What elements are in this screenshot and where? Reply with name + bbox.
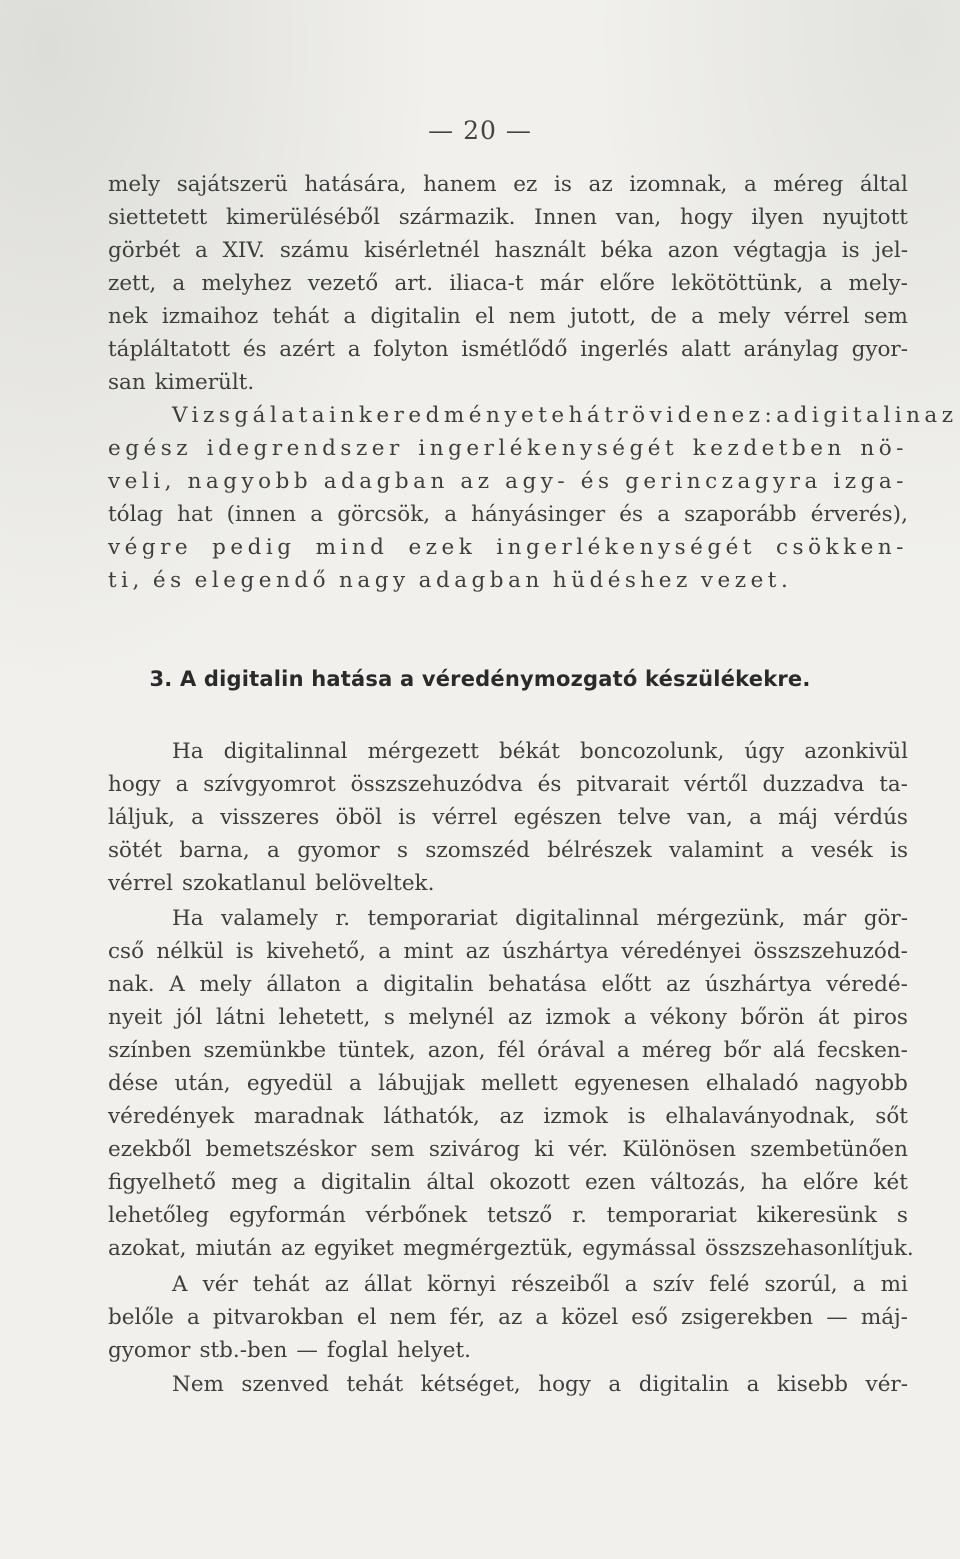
- text-line: san kimerült.: [108, 370, 255, 395]
- text-line: A vér tehát az állat környi részeiből a szív felé szorúl, a mi: [172, 1272, 908, 1297]
- paragraph-3: [108, 735, 908, 900]
- text-line: ti, és elegendő nagy adagban hüdéshez vezet.: [108, 568, 793, 593]
- text-line: dése után, egyedül a lábujjak mellett egyenesen elhaladó nagyobb: [108, 1071, 908, 1096]
- text-line: láljuk, a visszeres öböl is vérrel egészen telve van, a máj vérdús: [108, 805, 908, 830]
- text-line: lehetőleg egyformán vérbőnek tetsző r. temporariat kikeresünk s: [108, 1203, 908, 1228]
- paragraph-4: [108, 902, 914, 1265]
- text-line: végre pedig mind ezek ingerlékenységét csökken-: [108, 535, 908, 560]
- text-line: azokat, miután az egyiket megmérgeztük, egymással összszehasonlítjuk.: [108, 1236, 914, 1261]
- paragraph-6: [108, 1368, 908, 1401]
- text-line: Ha digitalinnal mérgezett békát boncozolunk, úgy azonkivül: [172, 739, 908, 764]
- paragraph-2: [108, 399, 958, 597]
- text-line: Nem szenved tehát kétséget, hogy a digitalin a kisebb vér-: [172, 1372, 908, 1397]
- paragraph-5: [108, 1268, 908, 1367]
- text-line: zett, a melyhez vezető art. iliaca-t már előre lekötöttünk, a mely-: [108, 271, 908, 296]
- text-line: Ha valamely r. temporariat digitalinnal mérgezünk, már gör-: [172, 906, 908, 931]
- text-line: hogy a szívgyomrot összszehuzódva és pitvarait vértől duzzadva ta-: [108, 772, 908, 797]
- text-line: sötét barna, a gyomor s szomszéd bélrészek valamint a vesék is: [108, 838, 908, 863]
- text-line: ezekből bemetszéskor sem szivárog ki vér. Különösen szembetünően: [108, 1137, 908, 1162]
- text-line: nek izmaihoz tehát a digitalin el nem jutott, de a mely vérrel sem: [108, 304, 908, 329]
- text-line: veli, nagyobb adagban az agy- és gerinczagyra izga-: [108, 469, 908, 494]
- text-line: mely sajátszerü hatására, hanem ez is az izomnak, a méreg által: [108, 172, 908, 197]
- text-line: siettetett kimerüléséből származik. Innen van, hogy ilyen nyujtott: [108, 205, 908, 230]
- text-line: tápláltatott és azért a folyton ismétlődő ingerlés alatt aránylag gyor-: [108, 337, 908, 362]
- text-line: színben szemünkbe tüntek, azon, fél órával a méreg bőr alá fecsken-: [108, 1038, 908, 1063]
- text-line: nak. A mely állaton a digitalin behatása előtt az úszhártya véredé-: [108, 972, 908, 997]
- text-line: cső nélkül is kivehető, a mint az úszhártya véredényei összszehuzód-: [108, 939, 908, 964]
- text-line: véredények maradnak láthatók, az izmok is elhalaványodnak, sőt: [108, 1104, 908, 1129]
- text-line: nyeit jól látni lehetett, s melynél az izmok a vékony bőrön át piros: [108, 1005, 908, 1030]
- text-line: tólag hat (innen a görcsök, a hányásinger és a szaporább érverés),: [108, 502, 908, 527]
- section-heading: 3. A digitalin hatása a véredénymozgató készülékekre.: [149, 667, 811, 691]
- text-line: Vizsgálataink eredménye tehát röviden ez: a digitalin az: [172, 403, 958, 428]
- text-line: egész idegrendszer ingerlékenységét kezdetben nö-: [108, 436, 908, 461]
- text-line: gyomor stb.-ben — foglal helyet.: [108, 1338, 471, 1363]
- text-line: görbét a XIV. számu kisérletnél használt béka azon végtagja is jel-: [108, 238, 908, 263]
- text-line: belőle a pitvarokban el nem fér, az a közel eső zsigerekben — máj-: [108, 1305, 908, 1330]
- text-line: vérrel szokatlanul belöveltek.: [108, 871, 435, 896]
- page-number: — 20 —: [428, 116, 532, 145]
- paragraph-1: [108, 168, 908, 399]
- text-line: figyelhető meg a digitalin által okozott ezen változás, ha előre két: [108, 1170, 908, 1195]
